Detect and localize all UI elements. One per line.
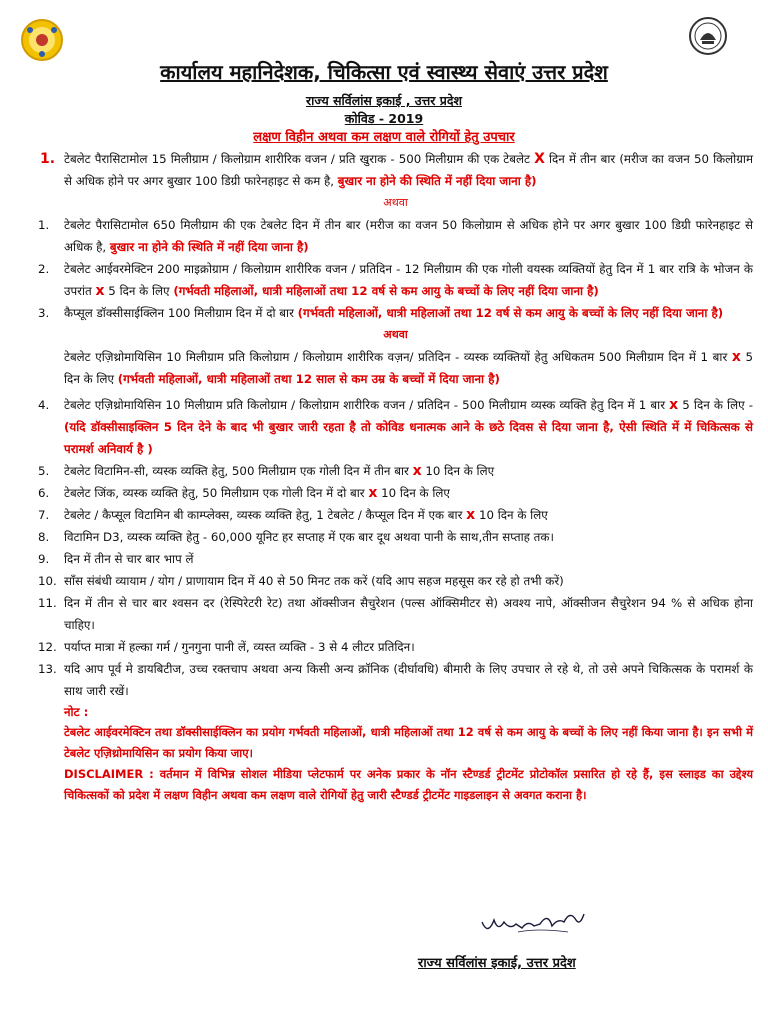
item-text: टेबलेट पैरासिटामोल 15 मिलीग्राम / किलोग्राम शारीरिक वजन / प्रति खुराक - 500 मिलीग्राम की एक टेबलेट	[64, 152, 535, 166]
item-text: 10 दिन के लिए	[377, 486, 450, 500]
item-text: साँस संबंधी व्यायाम / योग / प्राणायाम दिन में 40 से 50 मिनट तक करें (यदि आप सहज महसूस कर रहे हो तभी करें)	[64, 574, 564, 588]
list-item-13	[38, 658, 753, 702]
note-label: नोट :	[64, 705, 89, 719]
list-item-11	[38, 592, 753, 636]
list-item-12	[38, 636, 753, 658]
item-number: 3.	[38, 306, 50, 320]
list-item-3	[38, 302, 753, 324]
up-govt-emblem-icon	[688, 16, 728, 56]
or-separator: अथवा	[383, 328, 408, 341]
item-text: 5 दिन के लिए	[104, 284, 174, 298]
item-text: विटामिन D3, व्यस्क व्यक्ति हेतु - 60,000 यूनिट हर सप्ताह में एक बार दूध अथवा पानी के साथ,तीन सप्ताह तक।	[64, 530, 554, 544]
treatment-heading: लक्षण विहीन अथवा कम लक्षण वाले रोगियों हेतु उपचार	[253, 130, 515, 145]
health-dept-logo-icon	[20, 18, 64, 62]
treatment-list	[38, 148, 753, 806]
note-text: टेबलेट आईवरमेक्टिन तथा डॉक्सीसाईक्लिन का प्रयोग गर्भवती महिलाओं, धात्री महिलाओं तथा 12 वर्ष से कम आयु के बच्चों के लिए नहीं किया जाना है। इन सभी में टेबलेट एज़िथ्रोमायिसिन का प्रयोग किया जाए।	[64, 725, 753, 760]
list-item-2	[38, 258, 753, 302]
item-number: 4.	[38, 398, 50, 412]
item-number: 8.	[38, 530, 50, 544]
signature-icon	[478, 902, 588, 942]
item-number: 5.	[38, 464, 50, 478]
list-item-1-alt	[38, 214, 753, 258]
page-title: कार्यालय महानिदेशक, चिकित्सा एवं स्वास्थ्य सेवाएं उत्तर प्रदेश	[160, 60, 608, 84]
item-text: दिन में तीन से चार बार भाप लें	[64, 552, 194, 566]
item-warning: (यदि डॉक्सीसाइक्लिन 5 दिन देने के बाद भी बुखार जारी रहता है तो कोविड धनात्मक आने के छठे दिवस से दिया जाना है, ऐसी स्थिति में में चिकित्सक से परामर्श अनिवार्य है )	[64, 420, 753, 456]
item-text: टेबलेट / कैप्सूल विटामिन बी काम्प्लेक्स, व्यस्क व्यक्ति हेतु, 1 टेबलेट / कैप्सूल दिन में एक बार	[64, 508, 467, 522]
item-text: 5 दिन के लिए -	[678, 398, 753, 412]
disclaimer-text: DISCLAIMER : वर्तमान में विभिन्न सोशल मीडिया प्लेटफार्म पर अनेक प्रकार के नॉन स्टैण्डर्ड ट्रीटमेंट प्रोटोकॉल प्रसारित हो रहे हैं, इस स्लाइड का उद्देश्य चिकित्सकों को प्रदेश में लक्षण विहीन अथवा कम लक्षण वाले रोगियों हेतु जारी स्टैण्डर्ड ट्रीटमेंट गाइडलाइन से अवगत कराना है।	[64, 767, 753, 802]
item-text: 10 दिन के लिए	[421, 464, 495, 478]
item-warning: (गर्भवती महिलाओं, धात्री महिलाओं तथा 12 साल से कम उम्र के बच्चों में दिया जाना है)	[117, 372, 500, 386]
item-text: कैप्सूल डॉक्सीसाईक्लिन 100 मिलीग्राम दिन में दो बार	[64, 306, 298, 320]
item-number: 13.	[38, 662, 57, 676]
list-item-7	[38, 504, 753, 526]
item-number: 10.	[38, 574, 57, 588]
item-text: पर्याप्त मात्रा में हल्का गर्म / गुनगुना पानी लें, व्यस्त व्यक्ति - 3 से 4 लीटर प्रतिदिन।	[64, 640, 415, 654]
covid-subtitle: कोविड - 2019	[344, 111, 424, 126]
item-number: 6.	[38, 486, 50, 500]
times-icon: x	[368, 485, 378, 501]
times-icon: X	[534, 151, 545, 167]
item-text: टेबलेट एज़िथ्रोमायिसिन 10 मिलीग्राम प्रति किलोग्राम / किलोग्राम शारीरिक वज़न/ प्रतिदिन - व्यस्क व्यक्तियों हेतु अधिकतम 500 मिलीग्राम दिन में 1 बार	[64, 350, 732, 364]
item-text: टेबलेट आईवरमेक्टिन 200 माइक्रोग्राम / किलोग्राम शारीरिक वजन / प्रतिदिन - 12 मिलीग्राम की एक गोली वयस्क व्यक्तियों हेतु दिन में 1 बार रात्रि के भोजन के उपरांत	[64, 262, 753, 298]
item-text: टेबलेट एज़िथ्रोमायिसिन 10 मिलीग्राम प्रति किलोग्राम / किलोग्राम शारीरिक वजन / प्रतिदिन - 500 मिलीग्राम व्यस्क व्यक्ति हेतु दिन में 1 बार	[64, 398, 670, 412]
unit-subtitle: राज्य सर्विलांस इकाई , उत्तर प्रदेश	[305, 93, 463, 108]
item-text: टेबलेट जिंक, व्यस्क व्यक्ति हेतु, 50 मिलीग्राम एक गोली दिन में दो बार	[64, 486, 369, 500]
item-text: दिन में तीन से चार बार श्वसन दर (रेस्पिरेटरी रेट) तथा ऑक्सीजन सैचुरेशन (पल्स ऑक्सिमीटर से) अवश्य नापे, ऑक्सीजन सैचुरेशन 94 % से अधिक होना चाहिए।	[64, 596, 753, 632]
item-number: 2.	[38, 262, 50, 276]
item-text: टेबलेट पैरासिटामोल 650 मिलीग्राम की एक टेबलेट दिन में तीन बार (मरीज का वजन 50 किलोग्राम से अधिक होने पर अगर बुखार 100 डिग्री फारेनहाइट से अधिक है,	[64, 218, 753, 254]
item-number: 1.	[40, 151, 56, 167]
signatory-name: राज्य सर्विलांस इकाई, उत्तर प्रदेश	[418, 956, 576, 971]
list-item-5	[38, 460, 753, 482]
item-number: 9.	[38, 552, 50, 566]
list-item-6	[38, 482, 753, 504]
times-icon: x	[669, 397, 679, 413]
item-warning: (गर्भवती महिलाओं, धात्री महिलाओं तथा 12 वर्ष से कम आयु के बच्चों के लिए नहीं दिया जाना है)	[297, 306, 724, 320]
item-number: 12.	[38, 640, 57, 654]
list-item-9	[38, 548, 753, 570]
item-text: टेबलेट विटामिन-सी, व्यस्क व्यक्ति हेतु, 500 मिलीग्राम एक गोली दिन में तीन बार	[64, 464, 413, 478]
list-item-4	[38, 394, 753, 460]
list-item-10	[38, 570, 753, 592]
times-icon: x	[731, 349, 741, 365]
item-text: यदि आप पूर्व मे डायबिटीज, उच्च रक्तचाप अथवा अन्य किसी अन्य क्रॉनिक (दीर्घावधि) बीमारी के लिए उपचार ले रहे थे, तो उसे अपने चिकित्सक के परामर्श के साथ जारी रखें।	[64, 662, 753, 698]
times-icon: x	[412, 463, 422, 479]
item-number: 1.	[38, 218, 50, 232]
times-icon: x	[466, 507, 476, 523]
item-warning: (गर्भवती महिलाओं, धात्री महिलाओं तथा 12 वर्ष से कम आयु के बच्चों के लिए नहीं दिया जाना है)	[173, 284, 599, 298]
times-icon: x	[95, 283, 105, 299]
or-separator: अथवा	[383, 196, 408, 209]
item-number: 11.	[38, 596, 57, 610]
item-warning: बुखार ना होने की स्थिति में नहीं दिया जाना है)	[109, 240, 309, 254]
item-text: 10 दिन के लिए	[475, 508, 548, 522]
item-text: 5 दिन के लिए	[64, 350, 753, 386]
list-item-1	[38, 148, 753, 192]
item-text: दिन में तीन बार (मरीज का वजन 50 किलोग्राम से अधिक होने पर अगर बुखार 100 डिग्री फारेनहाइट से कम है,	[64, 152, 754, 188]
item-warning: बुखार ना होने की स्थिति में नहीं दिया जाना है)	[337, 174, 537, 188]
item-number: 7.	[38, 508, 50, 522]
list-item-3-alt	[38, 346, 753, 390]
list-item-8	[38, 526, 753, 548]
